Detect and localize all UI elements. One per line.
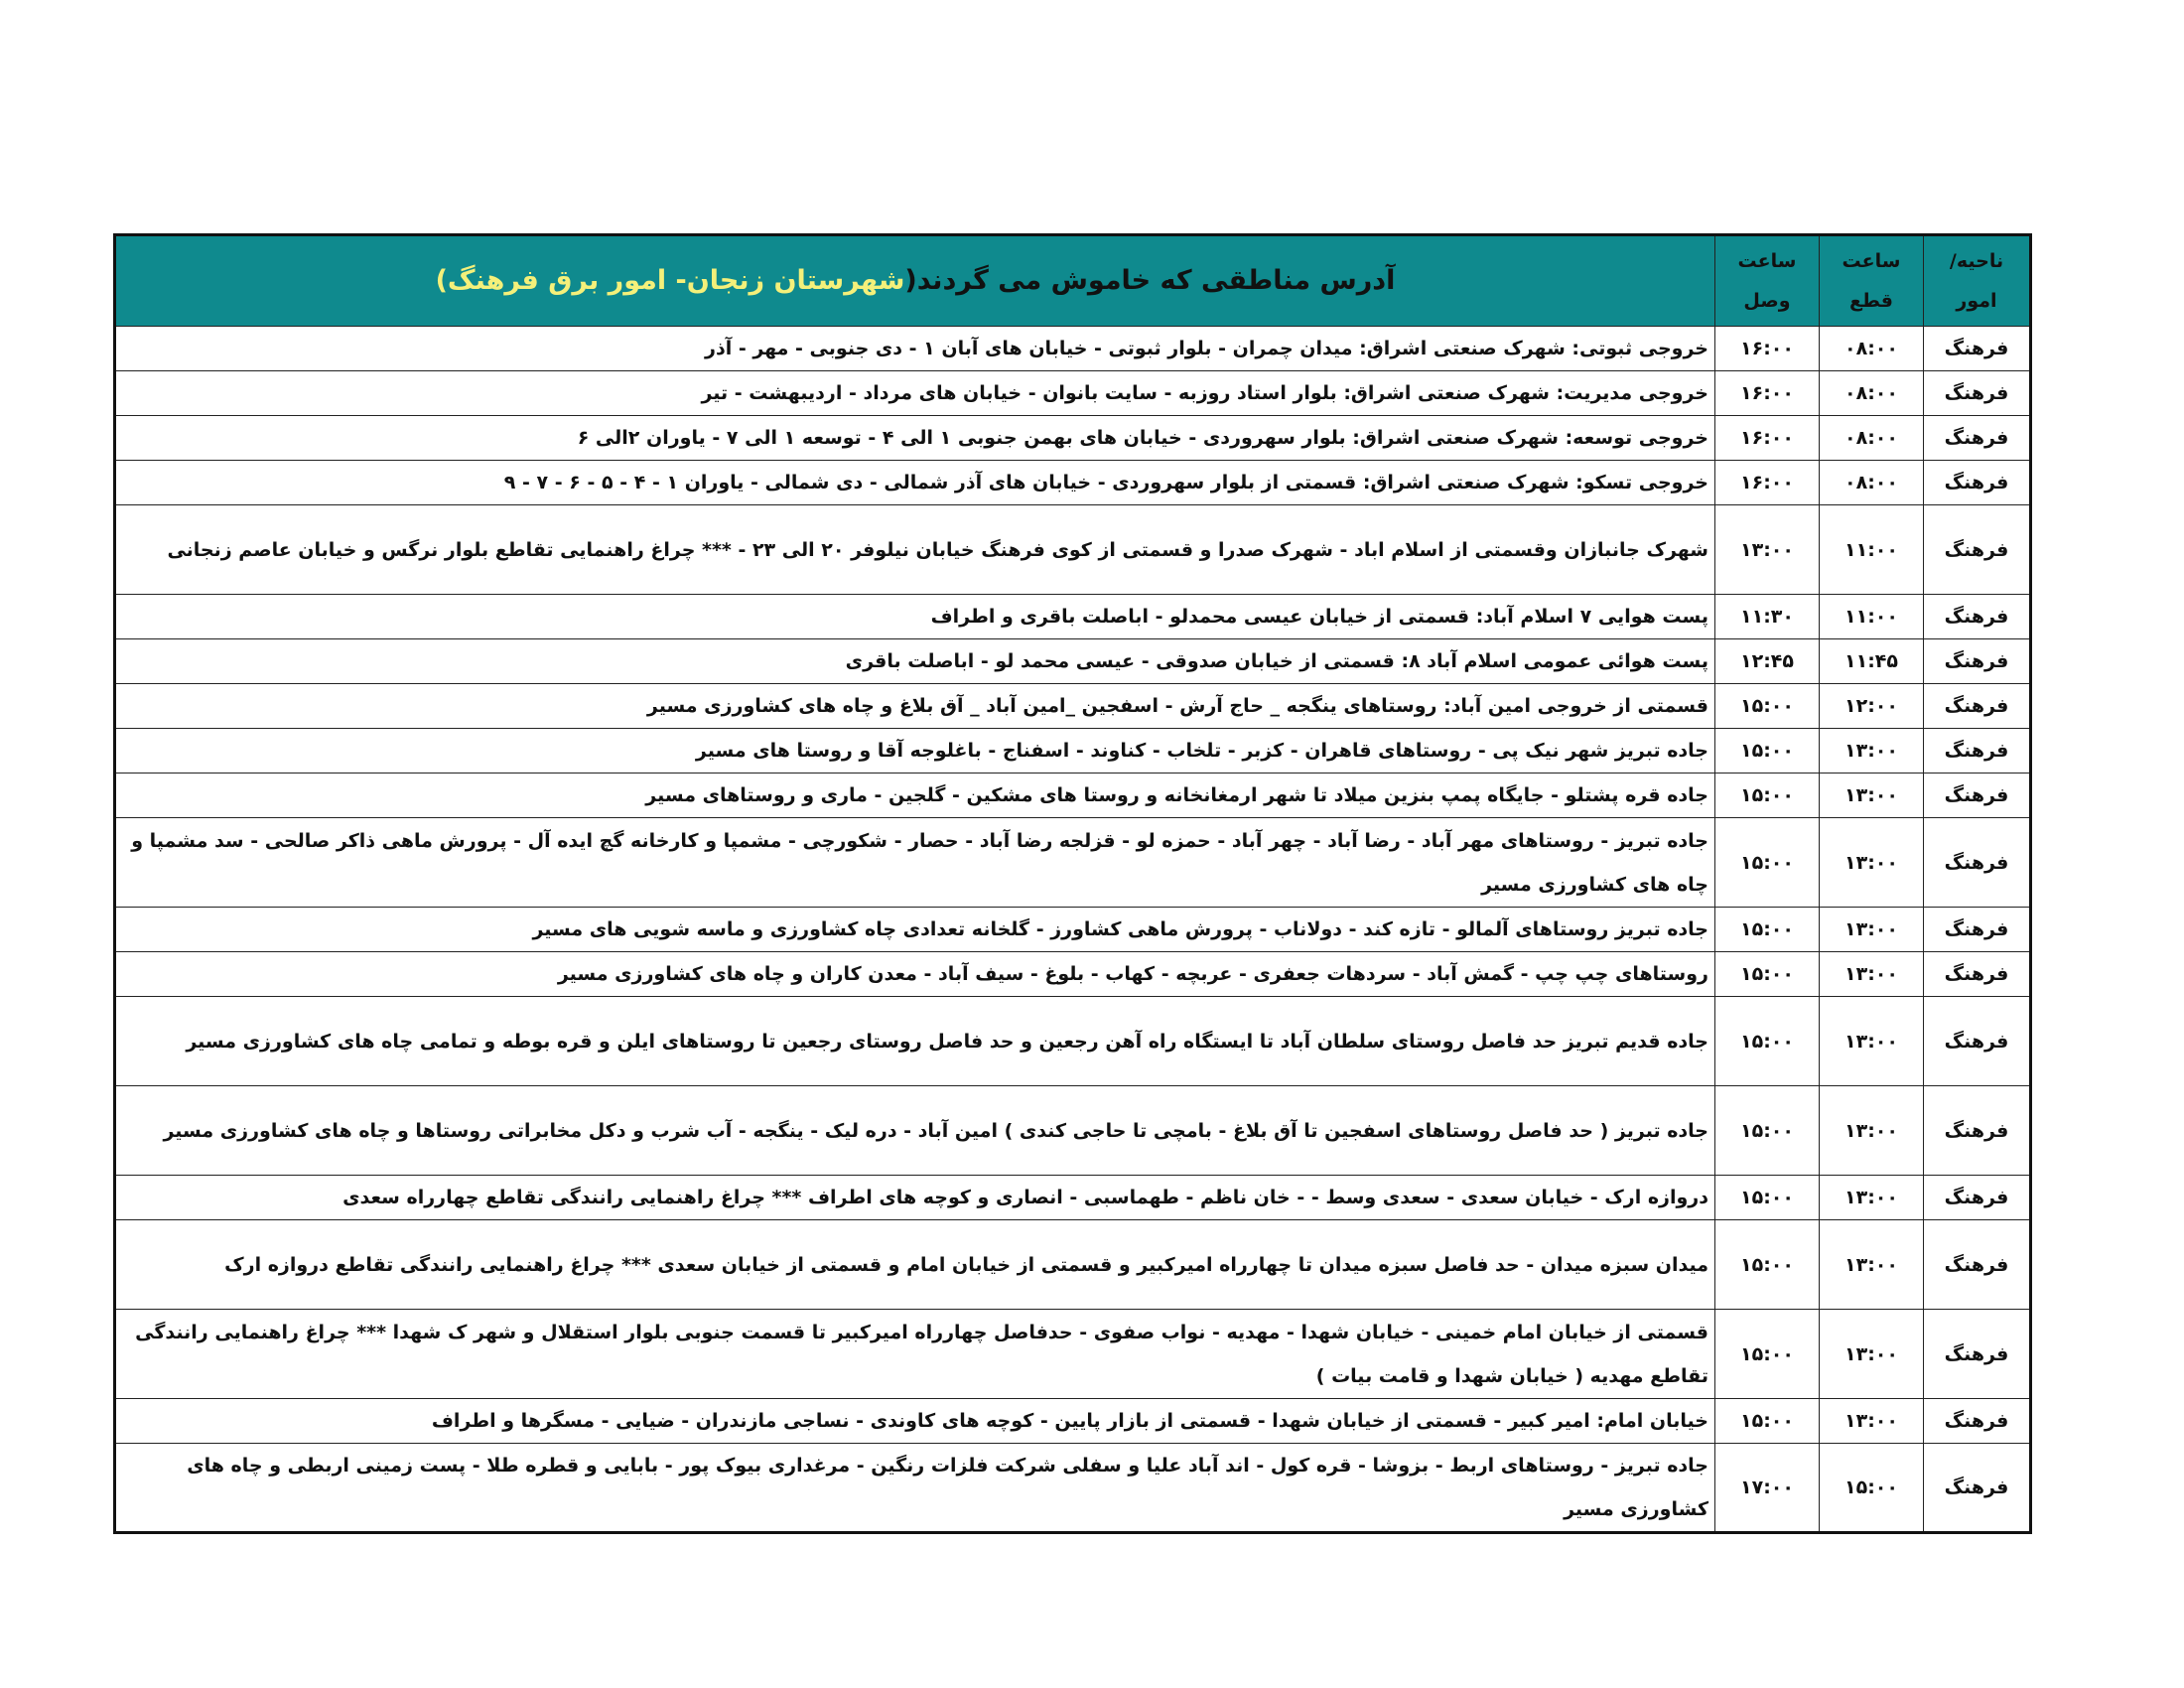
address-cell: میدان سبزه میدان - حد فاصل سبزه میدان تا چهارراه امیرکبیر و قسمتی از خیابان امام و قسمتی از خیابان سعدی *** چراغ راهنمایی رانندگی تقاطع دروازه ارک: [115, 1220, 1715, 1310]
connect-time-cell: ۱۵:۰۰: [1715, 1176, 1820, 1220]
address-cell: پست هوائی عمومی اسلام آباد ۸: قسمتی از خیابان صدوقی - عیسی محمد لو - اباصلت باقری: [115, 639, 1715, 684]
connect-time-cell: ۱۶:۰۰: [1715, 416, 1820, 461]
table-row: [115, 774, 2031, 818]
connect-time-column-header: [1715, 235, 1820, 327]
header-row: [115, 235, 2031, 327]
address-cell: دروازه ارک - خیابان سعدی - سعدی وسط - - خان ناظم - طهماسبی - انصاری و کوچه های اطراف *** چراغ راهنمایی رانندگی تقاطع چهارراه سعدی: [115, 1176, 1715, 1220]
title-highlight: شهرستان زنجان- امور برق فرهنگ): [435, 265, 905, 296]
area-cell: فرهنگ: [1924, 1220, 2031, 1310]
area-cell: فرهنگ: [1924, 1176, 2031, 1220]
address-cell: قسمتی از خروجی امین آباد: روستاهای ینگجه _ حاج آرش - اسفجین _امین آباد _ آق بلاغ و چاه های کشاورزی مسیر: [115, 684, 1715, 729]
area-cell: فرهنگ: [1924, 997, 2031, 1086]
area-cell: فرهنگ: [1924, 1399, 2031, 1444]
cut-time-cell: ۱۳:۰۰: [1820, 818, 1924, 908]
table-row: [115, 1444, 2031, 1533]
connect-time-cell: ۱۵:۰۰: [1715, 997, 1820, 1086]
table-row: [115, 595, 2031, 639]
address-cell: جاده تبریز - روستاهای اربط - بزوشا - قره کول - اند آباد علیا و سفلی شرکت فلزات رنگین - مرغداری بیوک پور - بابایی و قطره طلا - پست زمینی اربطی و چاه های کشاورزی مسیر: [115, 1444, 1715, 1533]
table-row: [115, 908, 2031, 952]
address-cell: خروجی ثبوتی: شهرک صنعتی اشراق: میدان چمران - بلوار ثبوتی - خیابان های آبان ۱ - دی جنوبی - مهر - آذر: [115, 327, 1715, 371]
connect-time-cell: ۱۳:۰۰: [1715, 505, 1820, 595]
address-cell: روستاهای چپ چپ - گمش آباد - سردهات جعفری - عربچه - کهاب - بلوغ - سیف آباد - معدن کاران و چاه های کشاورزی مسیر: [115, 952, 1715, 997]
area-cell: فرهنگ: [1924, 952, 2031, 997]
cut-time-cell: ۰۸:۰۰: [1820, 461, 1924, 505]
table-row: [115, 729, 2031, 774]
connect-time-cell: ۱۵:۰۰: [1715, 1086, 1820, 1176]
area-cell: فرهنگ: [1924, 371, 2031, 416]
cut-time-cell: ۱۱:۰۰: [1820, 505, 1924, 595]
address-cell: جاده تبریز - روستاهای مهر آباد - رضا آباد - چهر آباد - حمزه لو - قزلجه رضا آباد - حصار - شکورچی - مشمپا و کارخانه گچ ایده آل - پرورش ماهی ذاکر صالحی - سد مشمپا و چاه های کشاورزی مسیر: [115, 818, 1715, 908]
connect-time-cell: ۱۵:۰۰: [1715, 774, 1820, 818]
cut-time-cell: ۰۸:۰۰: [1820, 416, 1924, 461]
outage-table: [113, 233, 2032, 1534]
table-row: [115, 684, 2031, 729]
address-cell: خیابان امام: امیر کبیر - قسمتی از خیابان شهدا - قسمتی از بازار پایین - کوچه های کاوندی - نساجی مازندران - ضیایی - مسگرها و اطراف: [115, 1399, 1715, 1444]
address-cell: خروجی توسعه: شهرک صنعتی اشراق: بلوار سهروردی - خیابان های بهمن جنوبی ۱ الی ۴ - توسعه ۱ الی ۷ - یاوران ۲الی ۶: [115, 416, 1715, 461]
connect-time-cell: ۱۵:۰۰: [1715, 684, 1820, 729]
outage-rows: [115, 327, 2031, 1533]
address-cell: جاده قره پشتلو - جایگاه پمپ بنزین میلاد تا شهر ارمغانخانه و روستا های مشکین - گلجین - ماری و روستاهای مسیر: [115, 774, 1715, 818]
connect-time-cell: ۱۵:۰۰: [1715, 1220, 1820, 1310]
cut-time-cell: ۱۵:۰۰: [1820, 1444, 1924, 1533]
connect-time-cell: ۱۵:۰۰: [1715, 729, 1820, 774]
address-cell: جاده تبریز ( حد فاصل روستاهای اسفجین تا آق بلاغ - بامچی تا حاجی کندی ) امین آباد - دره لیک - ینگجه - آب شرب و دکل مخابراتی روستاها و چاه های کشاورزی مسیر: [115, 1086, 1715, 1176]
table-row: [115, 1176, 2031, 1220]
connect-time-cell: ۱۵:۰۰: [1715, 1310, 1820, 1399]
area-cell: فرهنگ: [1924, 908, 2031, 952]
cut-time-cell: ۱۳:۰۰: [1820, 1176, 1924, 1220]
cut-time-cell: ۰۸:۰۰: [1820, 327, 1924, 371]
cut-header-line-2: قطع: [1849, 290, 1893, 312]
cut-time-cell: ۱۳:۰۰: [1820, 952, 1924, 997]
area-cell: فرهنگ: [1924, 416, 2031, 461]
area-cell: فرهنگ: [1924, 1444, 2031, 1533]
cut-time-cell: ۱۱:۰۰: [1820, 595, 1924, 639]
cut-time-cell: ۱۳:۰۰: [1820, 1220, 1924, 1310]
area-cell: فرهنگ: [1924, 639, 2031, 684]
table-row: [115, 1399, 2031, 1444]
cut-header-line-1: ساعت: [1842, 250, 1901, 272]
cut-time-cell: ۱۳:۰۰: [1820, 908, 1924, 952]
area-cell: فرهنگ: [1924, 729, 2031, 774]
table-row: [115, 1086, 2031, 1176]
cut-time-cell: ۱۳:۰۰: [1820, 774, 1924, 818]
cut-time-cell: ۱۳:۰۰: [1820, 1086, 1924, 1176]
address-cell: شهرک جانبازان وقسمتی از اسلام اباد - شهرک صدرا و قسمتی از کوی فرهنگ خیابان نیلوفر ۲۰ الی ۲۳ - *** چراغ راهنمایی تقاطع بلوار نرگس و خیابان عاصم زنجانی: [115, 505, 1715, 595]
table-row: [115, 1220, 2031, 1310]
connect-time-cell: ۱۶:۰۰: [1715, 371, 1820, 416]
connect-time-cell: ۱۵:۰۰: [1715, 952, 1820, 997]
connect-header-line-2: وصل: [1743, 290, 1791, 312]
area-cell: فرهنگ: [1924, 595, 2031, 639]
cut-time-cell: ۱۱:۴۵: [1820, 639, 1924, 684]
table-row: [115, 416, 2031, 461]
connect-time-cell: ۱۶:۰۰: [1715, 461, 1820, 505]
area-cell: فرهنگ: [1924, 1086, 2031, 1176]
address-column-title: [115, 235, 1715, 327]
area-cell: فرهنگ: [1924, 1310, 2031, 1399]
table-row: [115, 639, 2031, 684]
connect-time-cell: ۱۲:۴۵: [1715, 639, 1820, 684]
table-row: [115, 327, 2031, 371]
cut-time-cell: ۰۸:۰۰: [1820, 371, 1924, 416]
cut-time-cell: ۱۳:۰۰: [1820, 997, 1924, 1086]
cut-time-cell: ۱۳:۰۰: [1820, 1310, 1924, 1399]
cut-time-cell: ۱۳:۰۰: [1820, 1399, 1924, 1444]
table-row: [115, 997, 2031, 1086]
table-row: [115, 818, 2031, 908]
address-cell: جاده تبریز شهر نیک پی - روستاهای قاهران - کزبر - تلخاب - کناوند - اسفناج - باغلوجه آقا و روستا های مسیر: [115, 729, 1715, 774]
region-column-header: ناحیه/امور: [1924, 235, 2031, 327]
area-cell: فرهنگ: [1924, 818, 2031, 908]
address-cell: خروجی مدیریت: شهرک صنعتی اشراق: بلوار استاد روزبه - سایت بانوان - خیابان های مرداد - اردیبهشت - تیر: [115, 371, 1715, 416]
table-row: [115, 505, 2031, 595]
area-cell: فرهنگ: [1924, 774, 2031, 818]
area-cell: فرهنگ: [1924, 461, 2031, 505]
connect-time-cell: ۱۵:۰۰: [1715, 1399, 1820, 1444]
connect-time-cell: ۱۷:۰۰: [1715, 1444, 1820, 1533]
cut-time-cell: ۱۲:۰۰: [1820, 684, 1924, 729]
address-cell: جاده قدیم تبریز حد فاصل روستای سلطان آباد تا ایستگاه راه آهن رجعین و حد فاصل روستای رجعین تا روستاهای ایلن و قره بوطه و تمامی چاه های کشاورزی مسیر: [115, 997, 1715, 1086]
connect-time-cell: ۱۵:۰۰: [1715, 818, 1820, 908]
connect-time-cell: ۱۶:۰۰: [1715, 327, 1820, 371]
connect-time-cell: ۱۱:۳۰: [1715, 595, 1820, 639]
table-row: [115, 461, 2031, 505]
cut-time-column-header: [1820, 235, 1924, 327]
connect-time-cell: ۱۵:۰۰: [1715, 908, 1820, 952]
table-row: [115, 952, 2031, 997]
outage-schedule-sheet: [113, 233, 2029, 1534]
area-cell: فرهنگ: [1924, 505, 2031, 595]
title-main: آدرس مناطقی که خاموش می گردند(: [904, 265, 1396, 296]
table-row: [115, 1310, 2031, 1399]
connect-header-line-1: ساعت: [1737, 250, 1797, 272]
table-row: [115, 371, 2031, 416]
address-cell: خروجی تسکو: شهرک صنعتی اشراق: قسمتی از بلوار سهروردی - خیابان های آذر شمالی - دی شمالی - یاوران ۱ - ۴ - ۵ - ۶ - ۷ - ۹: [115, 461, 1715, 505]
address-cell: پست هوایی ۷ اسلام آباد: قسمتی از خیابان عیسی محمدلو - اباصلت باقری و اطراف: [115, 595, 1715, 639]
address-cell: قسمتی از خیابان امام خمینی - خیابان شهدا - مهدیه - نواب صفوی - حدفاصل چهارراه امیرکبیر تا قسمت جنوبی بلوار استقلال و شهر ک شهدا *** چراغ راهنمایی رانندگی تقاطع مهدیه ( خیابان شهدا و قامت بیات ): [115, 1310, 1715, 1399]
cut-time-cell: ۱۳:۰۰: [1820, 729, 1924, 774]
address-cell: جاده تبریز روستاهای آلمالو - تازه کند - دولاناب - پرورش ماهی کشاورز - گلخانه تعدادی چاه کشاورزی و ماسه شویی های مسیر: [115, 908, 1715, 952]
area-cell: فرهنگ: [1924, 327, 2031, 371]
area-cell: فرهنگ: [1924, 684, 2031, 729]
